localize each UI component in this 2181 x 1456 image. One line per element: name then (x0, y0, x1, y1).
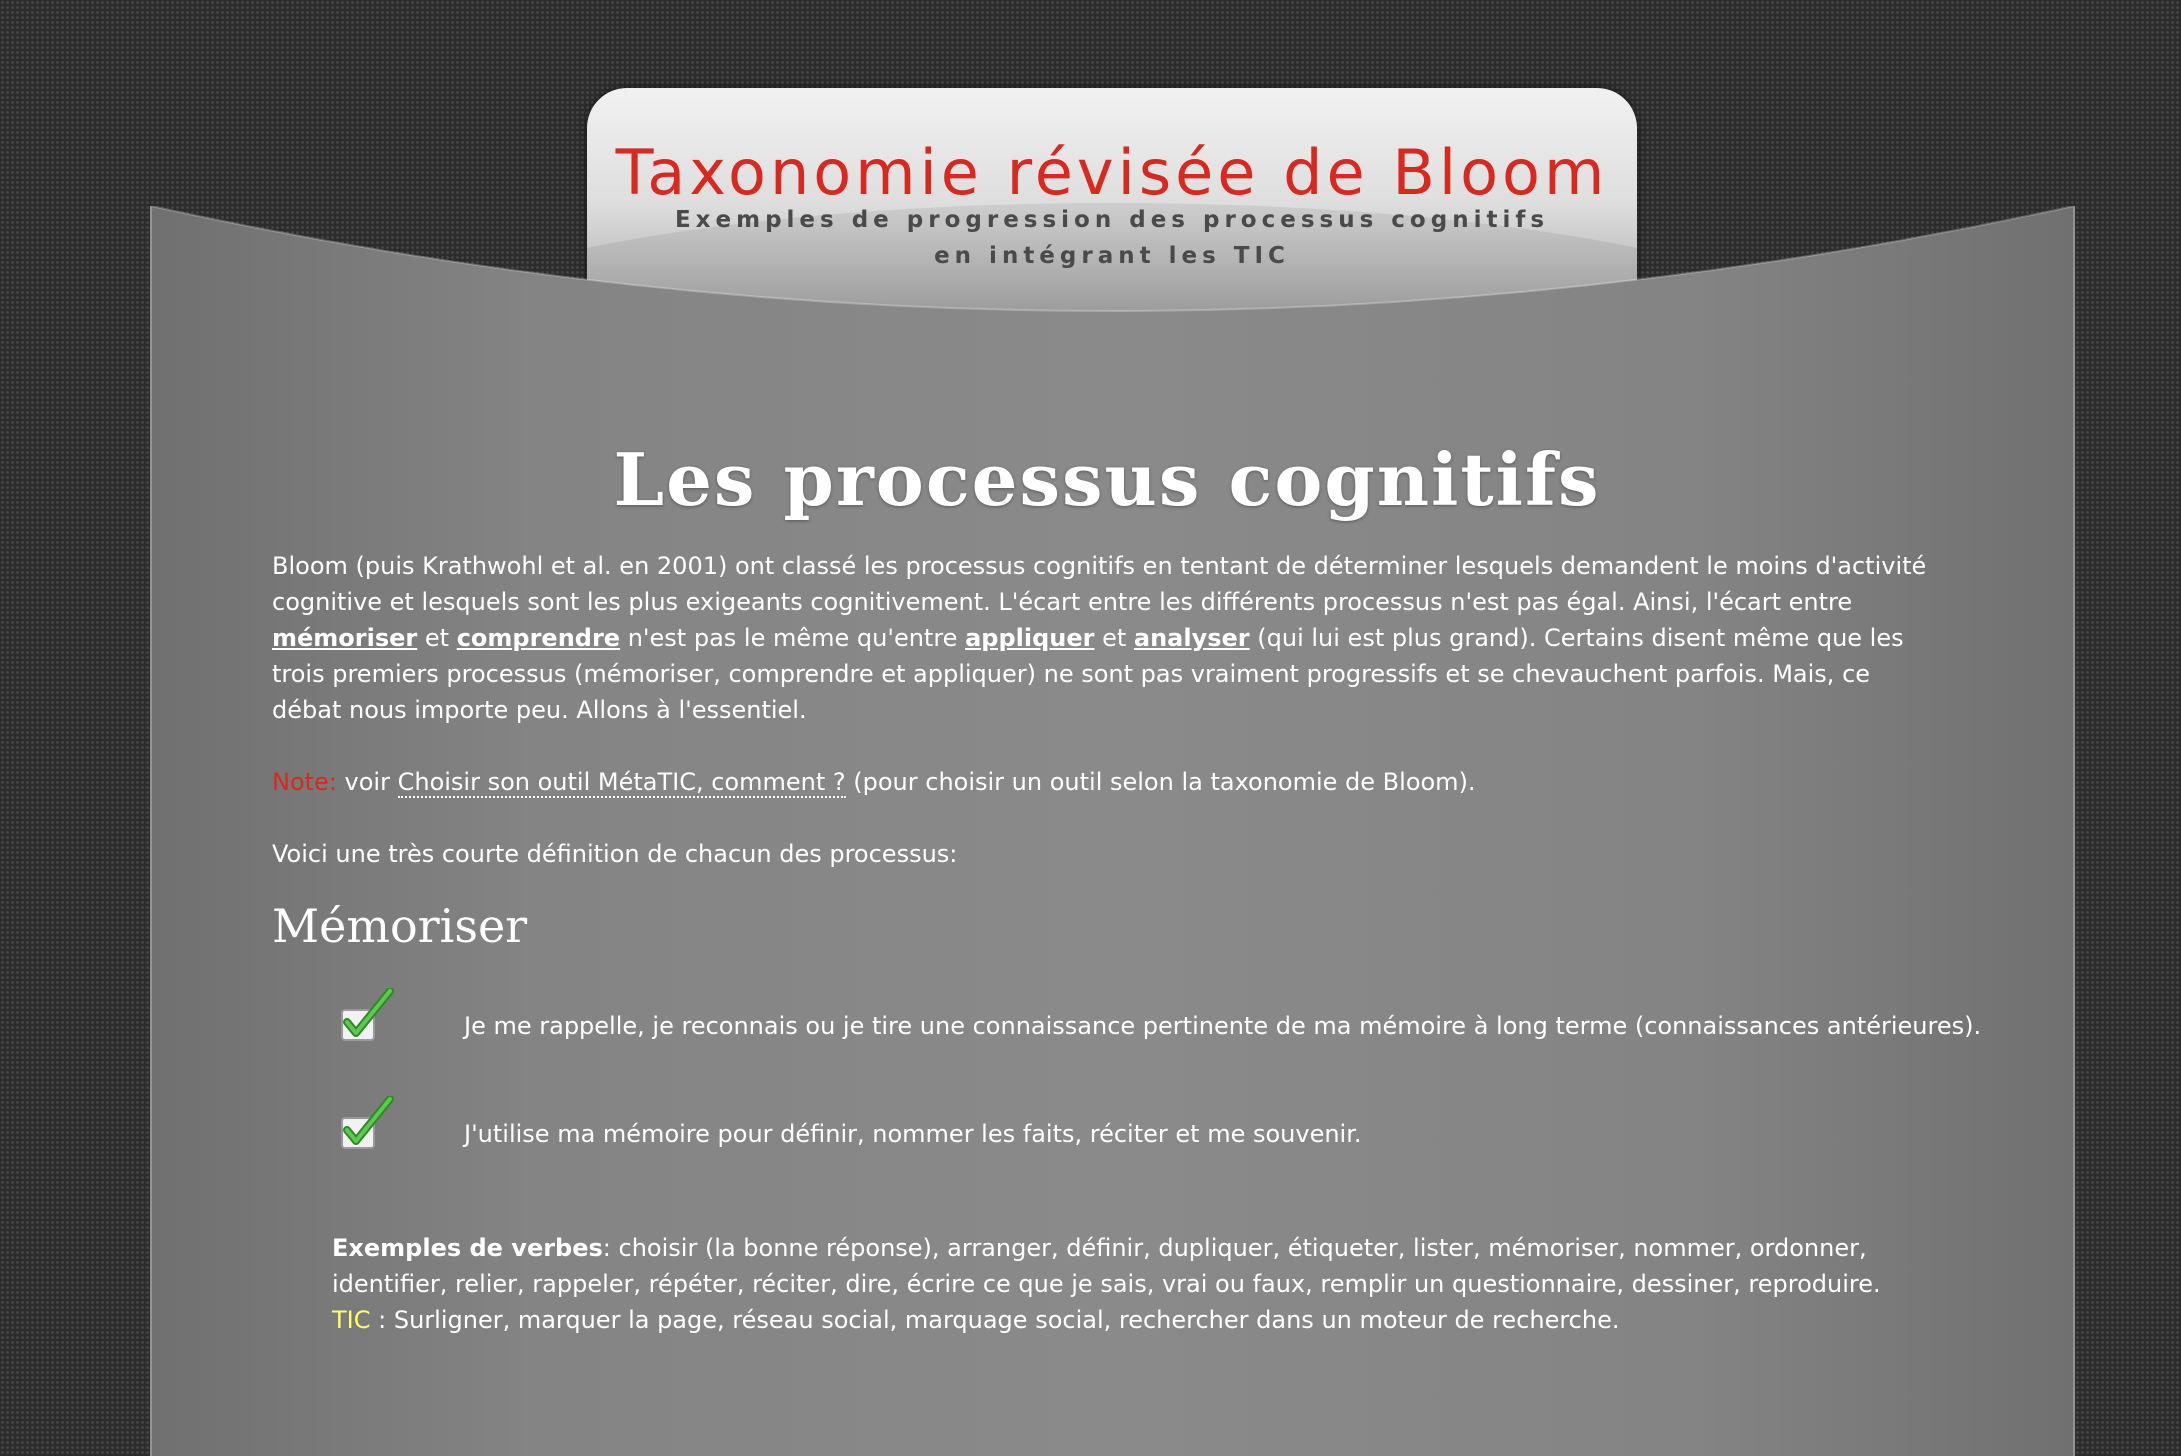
header-banner (587, 88, 1637, 318)
section-title-memoriser: Mémoriser (272, 899, 528, 953)
intro-text-4: et (1094, 624, 1134, 652)
check-list-item (340, 1076, 1942, 1184)
intro-paragraph (272, 548, 1942, 728)
check-item-text: Je me rappelle, je reconnais ou je tire une connaissance pertinente de ma mémoire à long terme (connaissances antérieures). (464, 1012, 1982, 1040)
tic-text: : Surligner, marquer la page, réseau social, marquage social, rechercher dans un moteur de recherche. (370, 1306, 1620, 1334)
site-subtitle (587, 202, 1637, 274)
intro-text-3: n'est pas le même qu'entre (620, 624, 966, 652)
site-title: Taxonomie révisée de Bloom (615, 136, 1609, 209)
checkbox-check-icon (340, 1096, 398, 1152)
link-analyser[interactable]: analyser (1133, 624, 1250, 652)
link-choisir-outil-metatic[interactable]: Choisir son outil MétaTIC, comment ? (397, 768, 846, 796)
page-heading: Les processus cognitifs (613, 437, 1601, 522)
verbs-label: Exemples de verbes (332, 1234, 603, 1262)
link-memoriser[interactable]: mémoriser (272, 624, 418, 652)
note-text-2: (pour choisir un outil selon la taxonomie de Bloom). (845, 768, 1476, 796)
note-paragraph (272, 764, 1942, 800)
intro-text-2: et (417, 624, 457, 652)
check-item-text: J'utilise ma mémoire pour définir, nommer les faits, réciter et me souvenir. (464, 1120, 1362, 1148)
verbs-text: : choisir (la bonne réponse), arranger, définir, dupliquer, étiqueter, lister, mémoriser, nommer, ordonner, identifier, relier, rappeler, répéter, réciter, dire, écrire ce que je sais, vrai ou faux, remplir un questionnaire, dessiner, reproduire. (332, 1234, 1881, 1298)
link-appliquer[interactable]: appliquer (965, 624, 1095, 652)
subtitle-line-1: Exemples de progression des processus cognitifs (674, 207, 1550, 233)
subtitle-line-2: en intégrant les TIC (934, 243, 1290, 269)
checkbox-check-icon (340, 988, 398, 1044)
verb-examples (332, 1230, 1942, 1338)
note-text-1: voir (336, 768, 398, 796)
tic-label: TIC (332, 1306, 371, 1334)
check-list-item (340, 968, 1982, 1076)
intro-text-5: (qui lui est plus grand). Certains disent même que les trois premiers processus (mémoriser, comprendre et appliquer) ne sont pas vraiment progressifs et se chevauchent parfois. Mais, ce débat nous importe peu. Allons à l'essentiel. (272, 624, 1904, 724)
note-label: Note: (272, 768, 337, 796)
spacer (272, 1184, 1942, 1230)
definitions-intro: Voici une très courte définition de chacun des processus: (272, 840, 958, 868)
link-comprendre[interactable]: comprendre (456, 624, 621, 652)
main-content (272, 430, 1982, 1338)
intro-text-1: Bloom (puis Krathwohl et al. en 2001) ont classé les processus cognitifs en tentant de déterminer lesquels demandent le moins d'activité cognitive et lesquels sont les plus exigeants cognitivement. L'écart entre les différents processus n'est pas égal. Ainsi, l'écart entre (272, 552, 1927, 616)
